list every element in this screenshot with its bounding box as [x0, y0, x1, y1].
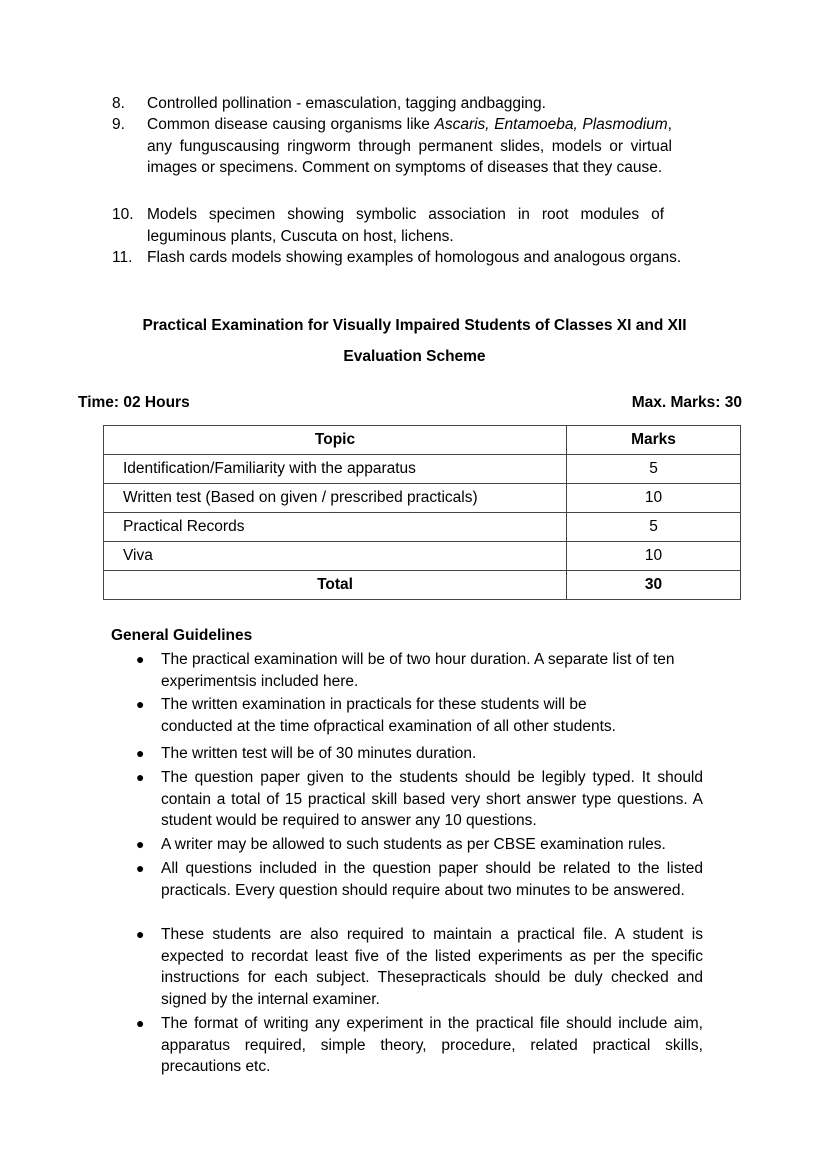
bullet-icon: ● [136, 696, 145, 712]
bullet-icon: ● [136, 836, 145, 852]
list-item-number: 10. [112, 206, 134, 223]
bullet-icon: ● [136, 745, 145, 761]
section-title: Practical Examination for Visually Impaired Students of Classes XI and XII [142, 317, 687, 334]
guidelines-title: General Guidelines [111, 627, 253, 644]
marks-cell: 10 [567, 542, 741, 571]
list-item-text: Controlled pollination - emasculation, tagging andbagging. [147, 95, 546, 112]
list-item-text-part: , any funguscausing ringworm through permanent slides, models or virtual images or specimens. Comment on symptoms of diseases that they cause. [147, 116, 672, 176]
guideline-text: The question paper given to the students should be legibly typed. It should contain a total of 15 practical skill based very short answer type questions. A student would be required to answer any 10 questions. [161, 769, 703, 829]
list-item-number: 9. [112, 116, 125, 133]
bullet-icon: ● [136, 1015, 145, 1031]
topic-cell: Written test (Based on given / prescribed practicals) [104, 484, 567, 513]
bullet-icon: ● [136, 769, 145, 785]
marks-cell: 5 [567, 513, 741, 542]
table-row [104, 513, 741, 542]
table-total-row [104, 571, 741, 600]
column-header-marks: Marks [567, 426, 741, 455]
organism-names: Ascaris, Entamoeba, Plasmodium [434, 116, 668, 133]
column-header-topic: Topic [104, 426, 567, 455]
topic-cell: Identification/Familiarity with the apparatus [104, 455, 567, 484]
list-item-text: Models specimen showing symbolic association in root modules of leguminous plants, Cuscuta on host, lichens. [147, 206, 664, 245]
list-item-number: 11. [112, 249, 133, 266]
max-marks-label: Max. Marks: 30 [631, 394, 742, 411]
guideline-text: These students are also required to maintain a practical file. A student is expected to recordat least five of the listed experiments as per the specific instructions for each subject. Thesepracticals should be duly checked and signed by the internal examiner. [161, 926, 703, 1008]
table-header-row [104, 426, 741, 455]
guideline-text: The written test will be of 30 minutes duration. [161, 745, 477, 762]
guideline-text: A writer may be allowed to such students as per CBSE examination rules. [161, 836, 666, 853]
guideline-text: The practical examination will be of two hour duration. A separate list of ten experimentsis included here. [161, 651, 675, 690]
topic-cell: Viva [104, 542, 567, 571]
list-item-text [147, 114, 672, 179]
list-item-number: 8. [112, 95, 125, 112]
table-row [104, 484, 741, 513]
bullet-icon: ● [136, 651, 145, 667]
time-label: Time: 02 Hours [78, 394, 190, 411]
list-item-text: Flash cards models showing examples of homologous and analogous organs. [147, 249, 682, 266]
bullet-icon: ● [136, 860, 145, 876]
table-row [104, 455, 741, 484]
guideline-text: All questions included in the question paper should be related to the listed practicals. Every question should require about two minutes to be answered. [161, 860, 703, 899]
table-row [104, 542, 741, 571]
marks-cell: 10 [567, 484, 741, 513]
marks-cell: 5 [567, 455, 741, 484]
total-label-cell: Total [104, 571, 567, 600]
section-subtitle: Evaluation Scheme [343, 348, 486, 365]
guideline-text: The format of writing any experiment in the practical file should include aim, apparatus required, simple theory, procedure, related practical skills, precautions etc. [161, 1015, 703, 1075]
list-item-text-part: Common disease causing organisms like [147, 116, 435, 133]
evaluation-table [103, 425, 741, 600]
guideline-text: The written examination in practicals for these students will be conducted at the time ofpractical examination of all other students. [161, 696, 616, 735]
topic-cell: Practical Records [104, 513, 567, 542]
total-value-cell: 30 [567, 571, 741, 600]
bullet-icon: ● [136, 926, 145, 942]
